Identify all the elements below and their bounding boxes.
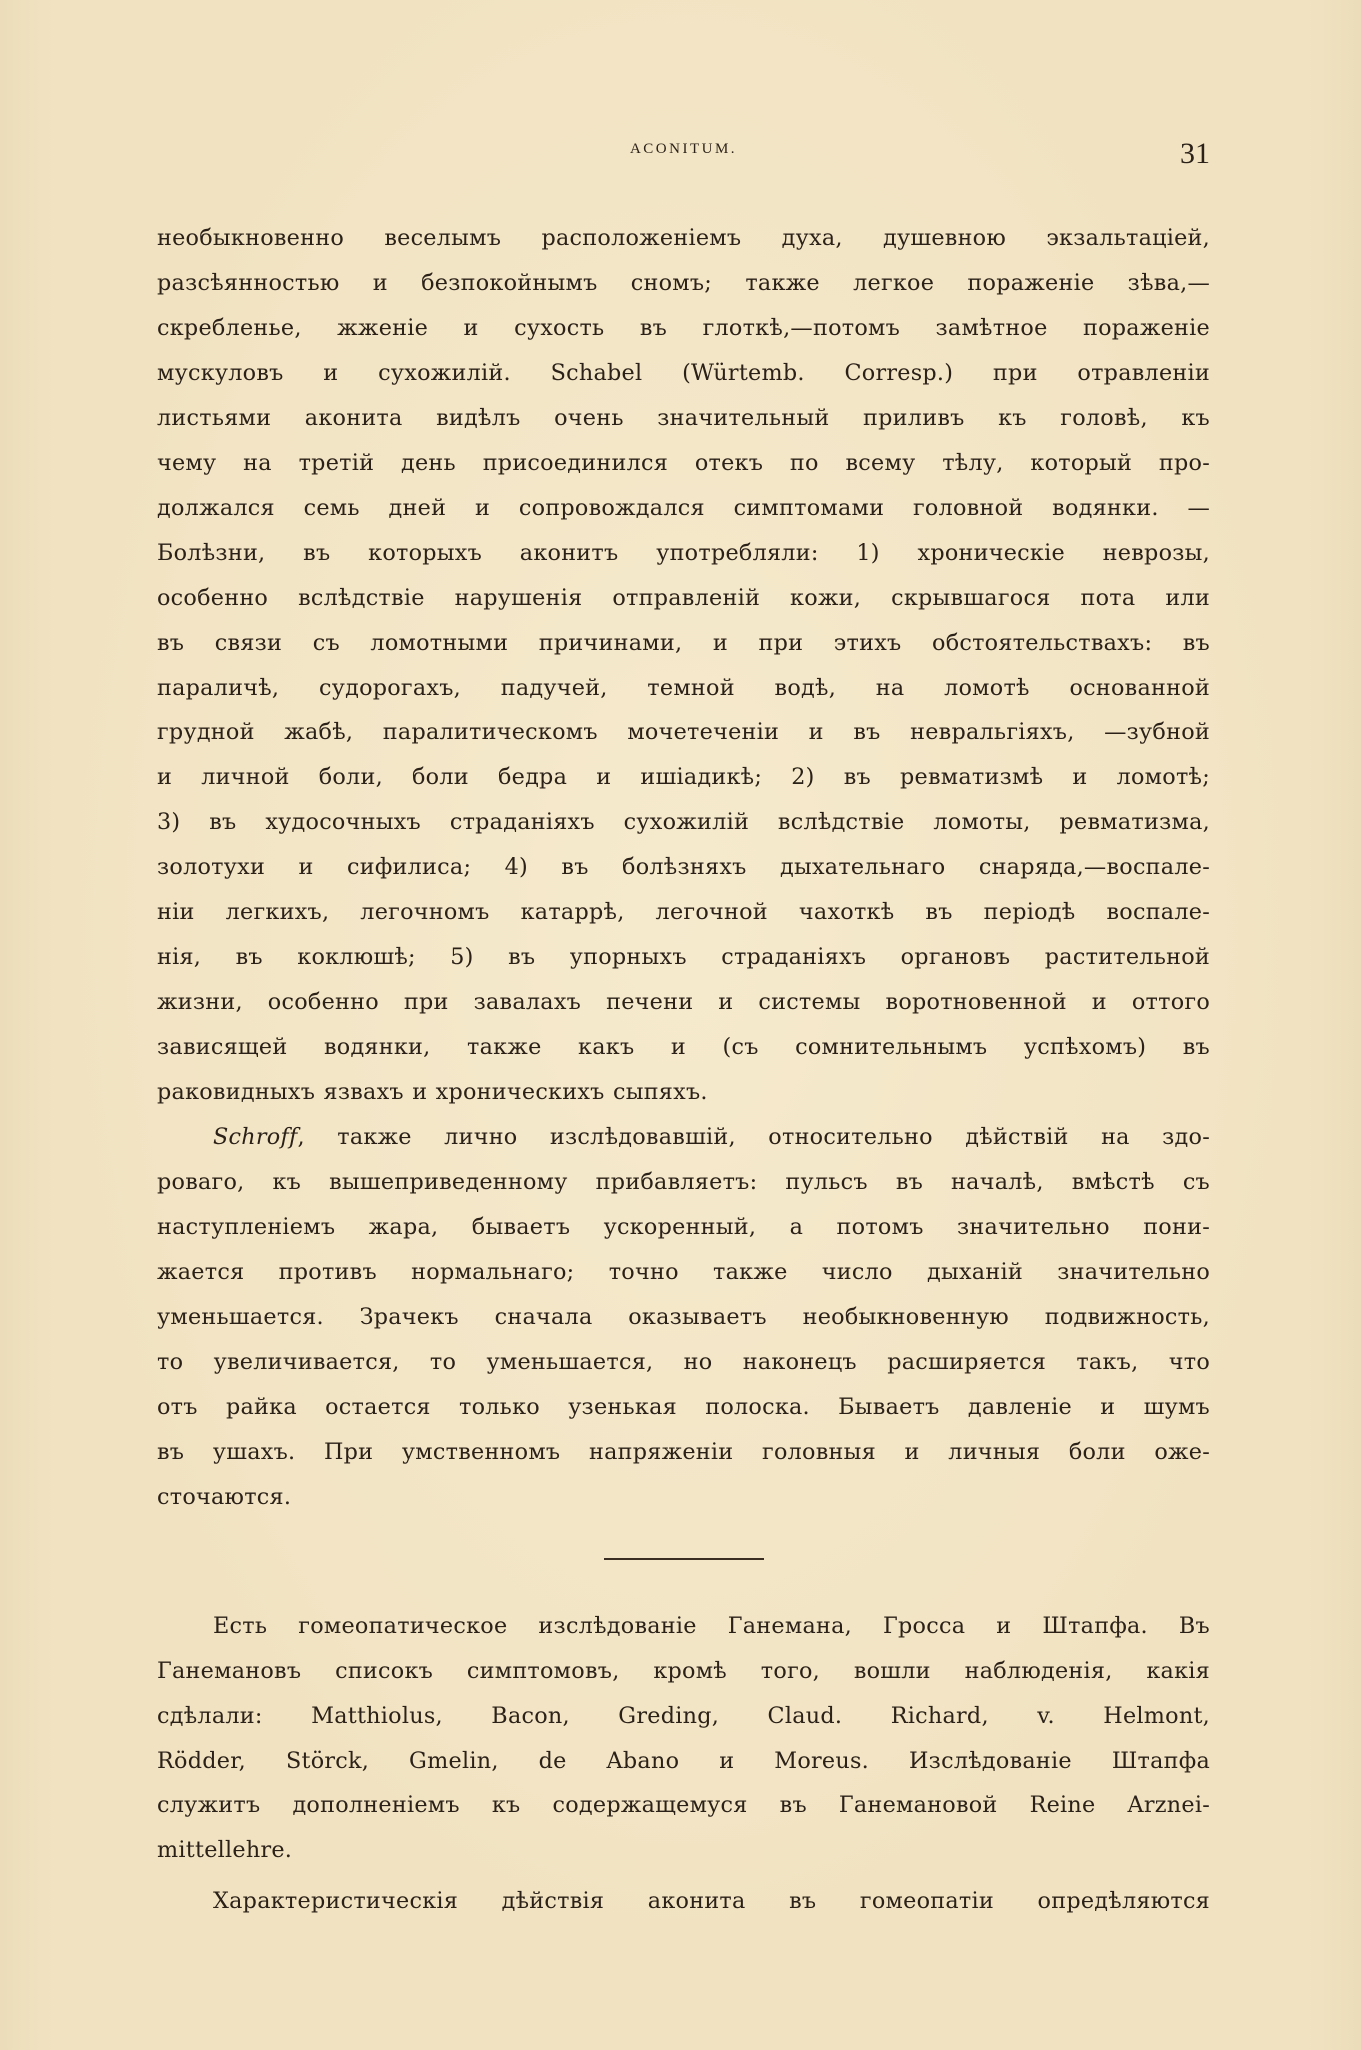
- text-line: разсѣянностью и безпокойнымъ сномъ; также легкое пораженiе зѣва,—: [157, 269, 1210, 296]
- text-line: скребленье, жженiе и сухость въ глоткѣ,—потомъ замѣтное пораженiе: [157, 314, 1210, 341]
- text-line: жизни, особенно при завалахъ печени и системы воротновенной и оттого: [157, 989, 1210, 1016]
- text-line: необыкновенно веселымъ расположенiемъ духа, душевною экзальтацiей,: [157, 225, 1210, 251]
- text-fragment: , также лично изслѣдовавшiй, относительно дѣйствiй на здо-: [297, 1124, 1210, 1151]
- paragraph-characteristic-actions: [157, 1879, 1210, 1924]
- page-number: 31: [1180, 137, 1210, 170]
- text-line: сдѣлали: Matthiolus, Bacon, Greding, Claud. Richard, v. Helmont,: [157, 1702, 1210, 1729]
- text-line: золотухи и сифилиса; 4) въ болѣзняхъ дыхательнаго снаряда,—воспале-: [157, 854, 1210, 881]
- text-line: въ связи съ ломотными причинами, и при этихъ обстоятельствахъ: въ: [157, 629, 1210, 656]
- text-line: грудной жабѣ, паралитическомъ мочетеченiи и въ невральгiяхъ, —зубной: [157, 719, 1210, 746]
- text-line: служитъ дополненiемъ къ содержащемуся въ Ганемановой Reine Arznei-: [157, 1792, 1210, 1819]
- text-line: 3) въ худосочныхъ страданiяхъ сухожилiй вслѣдствiе ломоты, ревматизма,: [157, 809, 1210, 836]
- text-line: отъ райка остается только узенькая полоска. Бываетъ давленiе и шумъ: [157, 1393, 1210, 1420]
- text-line: особенно вслѣдствiе нарушенiя отправленiй кожи, скрывшагося пота или: [157, 584, 1210, 611]
- text-line: въ ушахъ. При умственномъ напряженiи головныя и личныя боли оже-: [157, 1438, 1210, 1465]
- text-line: мускуловъ и сухожилiй. Schabel (Würtemb. Corresp.) при отравленiи: [157, 359, 1210, 386]
- text-line: Rödder, Störck, Gmelin, de Abano и Moreus. Изслѣдованiе Штапфа: [157, 1747, 1210, 1774]
- text-line: и личной боли, боли бедра и ишiадикѣ; 2) въ ревматизмѣ и ломотѣ;: [157, 764, 1210, 791]
- text-line: [157, 1115, 1210, 1160]
- text-line: жается противъ нормальнаго; точно также число дыханiй значительно: [157, 1258, 1210, 1285]
- page-header: [157, 137, 1210, 181]
- running-title: ACONITUM.: [629, 141, 738, 157]
- text-line: Характеристическiя дѣйствiя аконита въ гомеопатiи опредѣляются: [213, 1888, 1210, 1915]
- text-line: Болѣзни, въ которыхъ аконитъ употребляли: 1) хроническiе неврозы,: [157, 539, 1210, 566]
- text-line: роваго, къ вышеприведенному прибавляетъ: пульсъ въ началѣ, вмѣстѣ съ: [157, 1169, 1210, 1196]
- text-line: чему на третiй день присоединился отекъ по всему тѣлу, который про-: [157, 449, 1210, 476]
- text-line: mittellehre.: [157, 1837, 293, 1864]
- paragraph-symptoms: [157, 216, 1210, 1115]
- text-line: то увеличивается, то уменьшается, но наконецъ расширяется такъ, что: [157, 1348, 1210, 1375]
- section-divider: [604, 1558, 764, 1560]
- text-line: зависящей водянки, также какъ и (съ сомнительнымъ успѣхомъ) въ: [157, 1034, 1210, 1061]
- text-line: должался семь дней и сопровождался симптомами головной водянки. —: [157, 494, 1210, 521]
- text-line: Есть гомеопатическое изслѣдованiе Ганемана, Гросса и Штапфа. Въ: [213, 1612, 1210, 1639]
- paragraph-homeopathic-study: [157, 1604, 1210, 1874]
- text-line: листьями аконита видѣлъ очень значительный приливъ къ головѣ, къ: [157, 404, 1210, 431]
- author-name: Schroff: [213, 1124, 298, 1151]
- text-line: нiи легкихъ, легочномъ катаррѣ, легочной чахоткѣ въ перiодѣ воспале-: [157, 899, 1210, 926]
- text-line: наступленiемъ жара, бываетъ ускоренный, а потомъ значительно пони-: [157, 1213, 1210, 1240]
- text-line: раковидныхъ язвахъ и хроническихъ сыпяхъ.: [157, 1079, 708, 1106]
- text-line: нiя, въ коклюшѣ; 5) въ упорныхъ страданiяхъ органовъ растительной: [157, 944, 1210, 971]
- paragraph-schroff: [157, 1115, 1210, 1520]
- text-line: Ганемановъ списокъ симптомовъ, кромѣ того, вошли наблюденiя, какiя: [157, 1657, 1210, 1684]
- body-text: [157, 216, 1210, 1924]
- text-line: уменьшается. Зрачекъ сначала оказываетъ необыкновенную подвижность,: [157, 1303, 1210, 1330]
- text-line: параличѣ, судорогахъ, падучей, темной водѣ, на ломотѣ основанной: [157, 674, 1210, 701]
- text-line: сточаются.: [157, 1483, 292, 1510]
